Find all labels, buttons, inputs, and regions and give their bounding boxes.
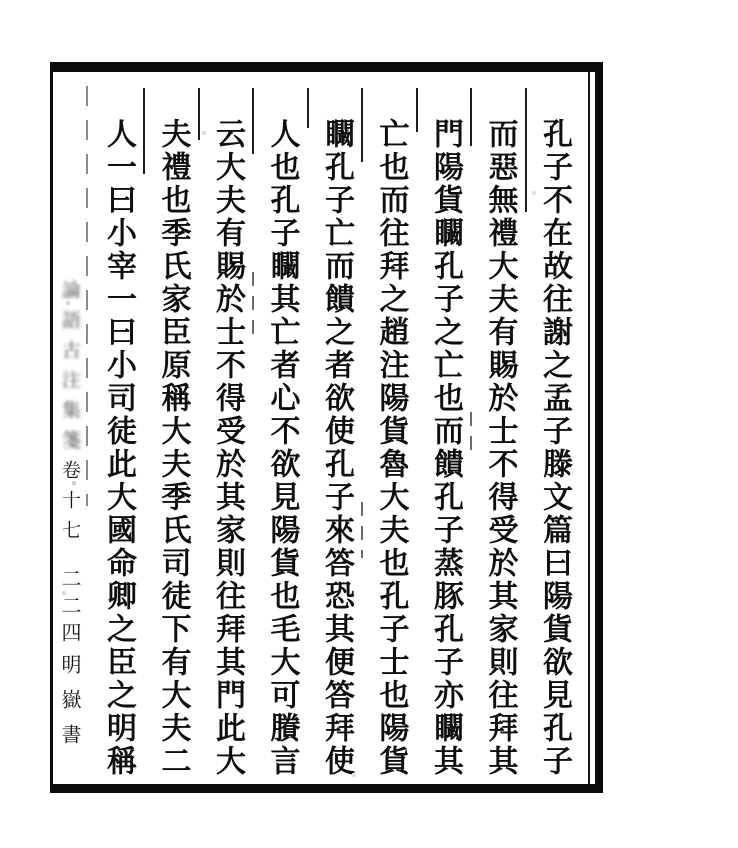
- spine-title-volume: 卷十七: [59, 460, 81, 550]
- spine-title: [53, 280, 87, 550]
- text-column-4: 亡也而往拜之趙注陽貨魯大夫也孔子士也陽貨: [373, 118, 409, 778]
- page-number: 二二四: [58, 568, 82, 649]
- text-column-6: 人也孔子矙其亡者心不欲見陽貨也毛大可賸言: [264, 118, 300, 778]
- text-column-7: 云大夫有賜於士不得受於其家則往拜其門此大: [210, 118, 245, 778]
- text-block: [91, 118, 582, 782]
- text-column-3: 門陽貨矙孔子之亡也而饋孔子蒸豚孔子亦矙其: [428, 118, 463, 778]
- text-column-2: 而惡無禮大夫有賜於士不得受於其家則往拜其: [482, 118, 518, 778]
- text-column-1: 孔子不在故往謝之孟子滕文篇曰陽貨欲見孔子: [537, 118, 572, 778]
- spine-title-smudged: 論語古注集箋: [59, 280, 81, 460]
- text-column-5: 矙孔子亡而饋之者欲使孔子來答恐其便答拜使: [319, 118, 354, 778]
- scan-noise: [53, 72, 55, 74]
- page-frame: [50, 62, 603, 793]
- text-column-8: 夫禮也季氏家臣原稱大夫季氏司徒下有大夫二: [155, 118, 191, 778]
- scribe-mark: 明嶽書: [58, 654, 82, 759]
- spine-column: [53, 72, 87, 784]
- frame-inner-line: [588, 72, 590, 784]
- text-column-9: 人一曰小宰一曰小司徒此大國命卿之臣之明稱: [101, 118, 136, 778]
